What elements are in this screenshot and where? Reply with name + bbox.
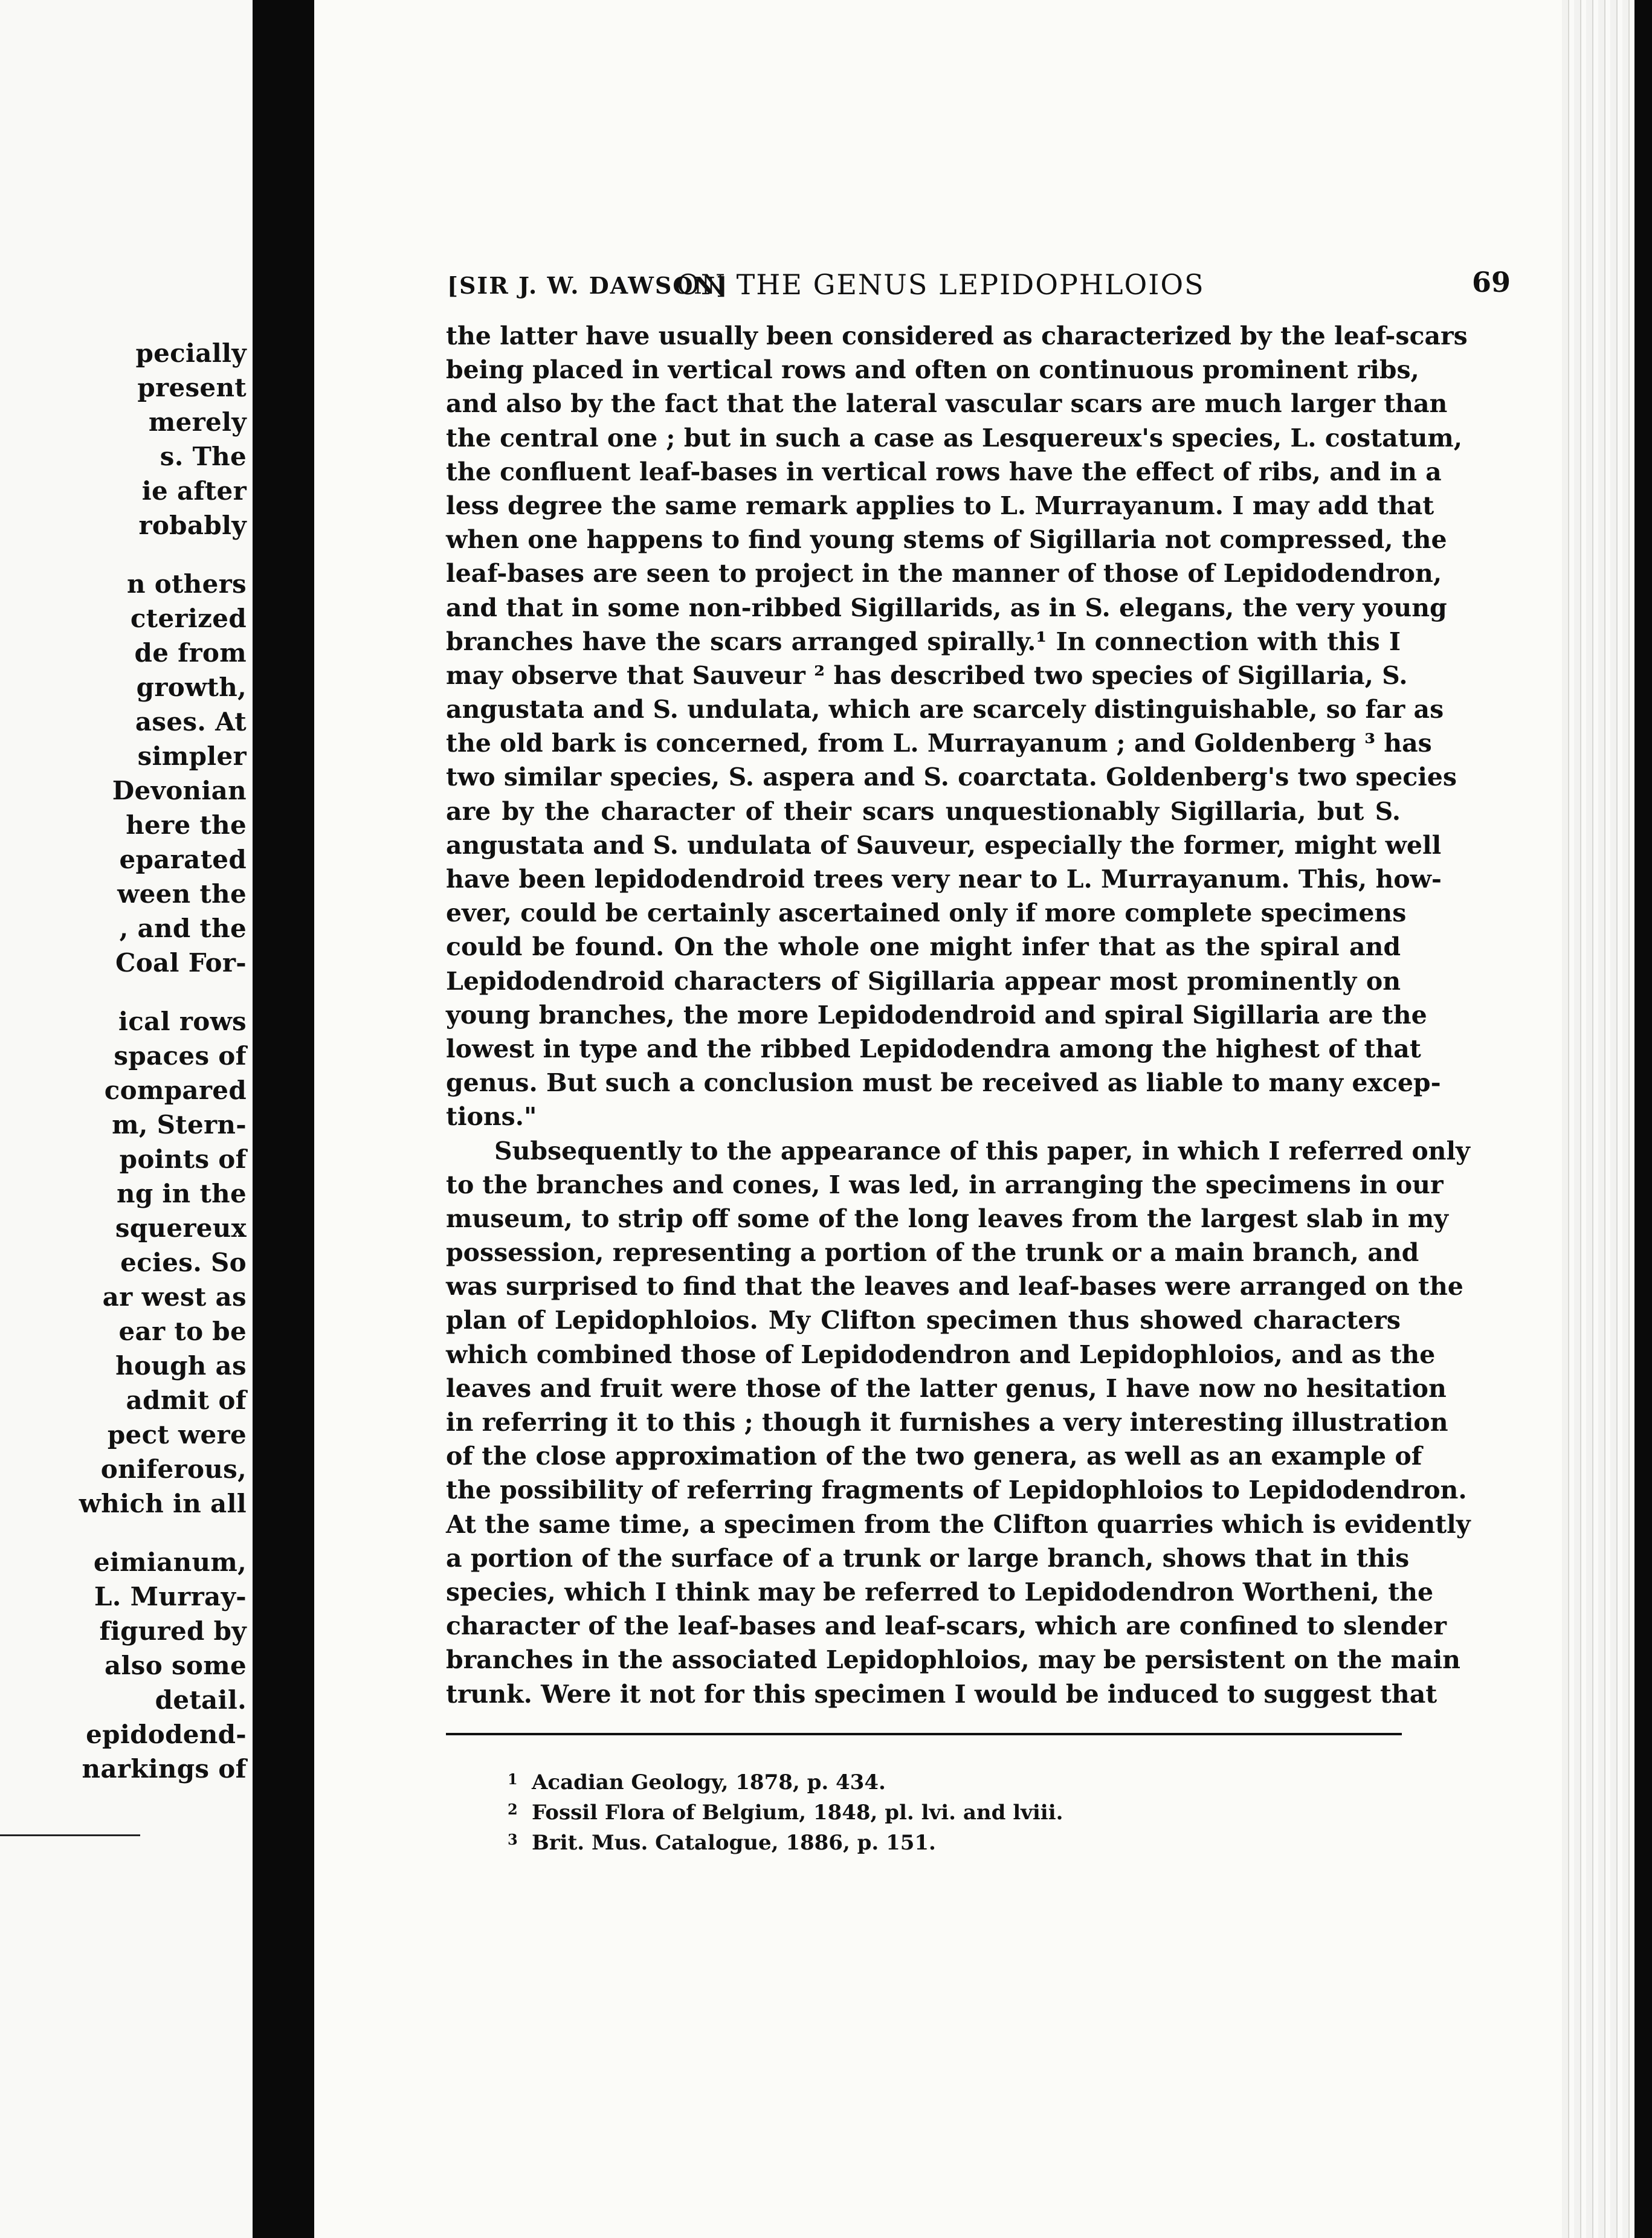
- text-line: leaves and fruit were those of the latter genus, I have now no hesitation: [446, 1373, 1447, 1403]
- facing-page-fragment: compared: [104, 1075, 247, 1105]
- footnote-mark: 2: [508, 1801, 518, 1818]
- footnote: [508, 1764, 1354, 1795]
- text-line: genus. But such a conclusion must be received as liable to many excep-: [446, 1068, 1441, 1098]
- running-head-author: [SIR J. W. DAWSON]: [447, 272, 729, 299]
- text-line: and also by the fact that the lateral vascular scars are much larger than: [446, 389, 1448, 419]
- footnote-rule: [446, 1733, 1402, 1735]
- facing-page-fragment: ween the: [117, 879, 247, 909]
- body-text: [446, 319, 1471, 1711]
- facing-page-fragment: present: [137, 373, 247, 402]
- text-line: branches have the scars arranged spirally.¹ In connection with this I: [446, 627, 1401, 656]
- facing-page-fragment: n others: [126, 569, 247, 599]
- text-line: angustata and S. undulata of Sauveur, especially the former, might well: [446, 830, 1442, 860]
- facing-page-fragment: m, Stern-: [112, 1110, 247, 1140]
- text-line: Lepidodendroid characters of Sigillaria appear most prominently on: [446, 966, 1401, 996]
- facing-page-fragment: simpler: [137, 741, 247, 771]
- text-line: and that in some non-ribbed Sigillarids, as in S. elegans, the very young: [446, 593, 1447, 622]
- facing-page-fragment: Coal For-: [115, 948, 247, 978]
- text-line: At the same time, a specimen from the Clifton quarries which is evidently: [446, 1509, 1471, 1539]
- facing-page-fragment: L. Murray-: [94, 1582, 247, 1611]
- footnotes: [508, 1764, 1354, 1855]
- footnote-mark: 3: [508, 1831, 518, 1848]
- text-line: less degree the same remark applies to L. Murrayanum. I may add that: [446, 491, 1434, 520]
- text-line: Subsequently to the appearance of this paper, in which I referred only: [494, 1136, 1470, 1166]
- text-line: have been lepidodendroid trees very near to L. Murrayanum. This, how-: [446, 865, 1442, 894]
- text-line: which combined those of Lepidodendron and Lepidophloios, and as the: [446, 1340, 1436, 1369]
- text-line: tions.": [446, 1102, 537, 1132]
- facing-page-fragment: admit of: [126, 1385, 247, 1415]
- text-line: lowest in type and the ribbed Lepidodendra among the highest of that: [446, 1034, 1421, 1063]
- facing-page-fragment: eparated: [119, 845, 247, 874]
- text-line: leaf-bases are seen to project in the manner of those of Lepidodendron,: [446, 559, 1442, 589]
- page-edge-stack: [1562, 0, 1634, 2238]
- text-line: are by the character of their scars unquestionably Sigillaria, but S.: [446, 796, 1401, 826]
- text-line: angustata and S. undulata, which are scarcely distinguishable, so far as: [446, 695, 1444, 724]
- text-line: possession, representing a portion of the trunk or a main branch, and: [446, 1238, 1419, 1268]
- facing-page-fragment: cterized: [130, 604, 247, 633]
- facing-page-fragment: ical rows: [118, 1007, 247, 1036]
- facing-page-fragment: figured by: [99, 1616, 247, 1646]
- facing-page-fragment: detail.: [155, 1685, 247, 1715]
- text-line: branches in the associated Lepidophloios, may be persistent on the main: [446, 1645, 1460, 1675]
- facing-page-fragment: points of: [119, 1144, 247, 1174]
- facing-page-fragment: pect were: [107, 1420, 247, 1450]
- text-line: trunk. Were it not for this specimen I would be induced to suggest that: [446, 1679, 1437, 1709]
- facing-page-fragment: which in all: [79, 1489, 247, 1518]
- facing-page-fragment: de from: [134, 638, 247, 668]
- text-line: when one happens to find young stems of Sigillaria not compressed, the: [446, 525, 1447, 555]
- text-line: ever, could be certainly ascertained only if more complete specimens: [446, 898, 1407, 928]
- facing-page-fragment: ar west as: [102, 1282, 247, 1312]
- footnote-text: Brit. Mus. Catalogue, 1886, p. 151.: [532, 1831, 936, 1855]
- facing-page-fragment: hough as: [115, 1351, 247, 1381]
- facing-page-fragment: merely: [148, 407, 247, 437]
- facing-page-fragment: s. The: [160, 442, 247, 471]
- book-page: [314, 0, 1562, 2238]
- running-head-title: ON THE GENUS LEPIDOPHLOIOS: [677, 268, 1205, 301]
- text-line: two similar species, S. aspera and S. coarctata. Goldenberg's two species: [446, 763, 1457, 792]
- facing-page-fragment: growth,: [136, 672, 247, 702]
- footnote-mark: 1: [508, 1770, 518, 1788]
- text-line: was surprised to find that the leaves and leaf-bases were arranged on the: [446, 1272, 1463, 1301]
- text-line: being placed in vertical rows and often on continuous prominent ribs,: [446, 355, 1419, 385]
- running-head: [447, 266, 1535, 308]
- facing-page-fragment: squereux: [115, 1213, 247, 1243]
- text-line: the central one ; but in such a case as Lesquereux's species, L. costatum,: [446, 423, 1463, 453]
- facing-page-fragment: ases. At: [135, 707, 247, 737]
- text-line: species, which I think may be referred to Lepidodendron Wortheni, the: [446, 1577, 1434, 1607]
- footnote-text: Acadian Geology, 1878, p. 434.: [532, 1770, 886, 1795]
- facing-page-footnote-rule: [0, 1834, 140, 1836]
- text-line: in referring it to this ; though it furnishes a very interesting illustration: [446, 1408, 1448, 1437]
- text-line: character of the leaf-bases and leaf-scars, which are confined to slender: [446, 1611, 1447, 1641]
- facing-page-fragment: robably: [138, 511, 247, 540]
- facing-page-fragment: spaces of: [114, 1041, 247, 1071]
- footnote: [508, 1795, 1354, 1825]
- facing-page-fragment: oniferous,: [100, 1454, 247, 1484]
- facing-page-fragment: ecies. So: [120, 1248, 247, 1277]
- facing-page-fragment: narkings of: [82, 1754, 247, 1784]
- page-number: 69: [1471, 266, 1511, 298]
- text-line: a portion of the surface of a trunk or large branch, shows that in this: [446, 1543, 1410, 1573]
- facing-page-fragment: ear to be: [118, 1317, 247, 1346]
- text-line: the old bark is concerned, from L. Murrayanum ; and Goldenberg ³ has: [446, 729, 1432, 758]
- text-line: the latter have usually been considered as characterized by the leaf-scars: [446, 321, 1468, 350]
- text-line: museum, to strip off some of the long leaves from the largest slab in my: [446, 1204, 1448, 1233]
- text-line: young branches, the more Lepidodendroid and spiral Sigillaria are the: [446, 1000, 1427, 1030]
- text-line: the possibility of referring fragments of Lepidophloios to Lepidodendron.: [446, 1475, 1467, 1505]
- facing-page-fragment: also some: [105, 1651, 247, 1680]
- footnote: [508, 1825, 1354, 1855]
- facing-page-fragment: ie after: [141, 476, 247, 506]
- text-line: may observe that Sauveur ² has described two species of Sigillaria, S.: [446, 660, 1408, 690]
- facing-page-fragment: epidodend-: [86, 1720, 247, 1749]
- facing-page-fragment: , and the: [119, 914, 247, 943]
- facing-page-fragment: ng in the: [117, 1179, 247, 1208]
- text-line: the confluent leaf-bases in vertical rows have the effect of ribs, and in a: [446, 457, 1442, 486]
- facing-page-left: [0, 0, 253, 2238]
- text-line: to the branches and cones, I was led, in arranging the specimens in our: [446, 1170, 1444, 1199]
- text-line: plan of Lepidophloios. My Clifton specimen thus showed characters: [446, 1306, 1401, 1335]
- facing-page-fragment: Devonian: [112, 776, 247, 805]
- facing-page-fragment: here the: [126, 810, 247, 840]
- text-line: could be found. On the whole one might infer that as the spiral and: [446, 932, 1401, 962]
- facing-page-fragment: pecially: [135, 338, 247, 368]
- text-line: of the close approximation of the two genera, as well as an example of: [446, 1442, 1422, 1471]
- facing-page-fragment: eimianum,: [93, 1547, 247, 1577]
- footnote-text: Fossil Flora of Belgium, 1848, pl. lvi. and lviii.: [532, 1801, 1063, 1825]
